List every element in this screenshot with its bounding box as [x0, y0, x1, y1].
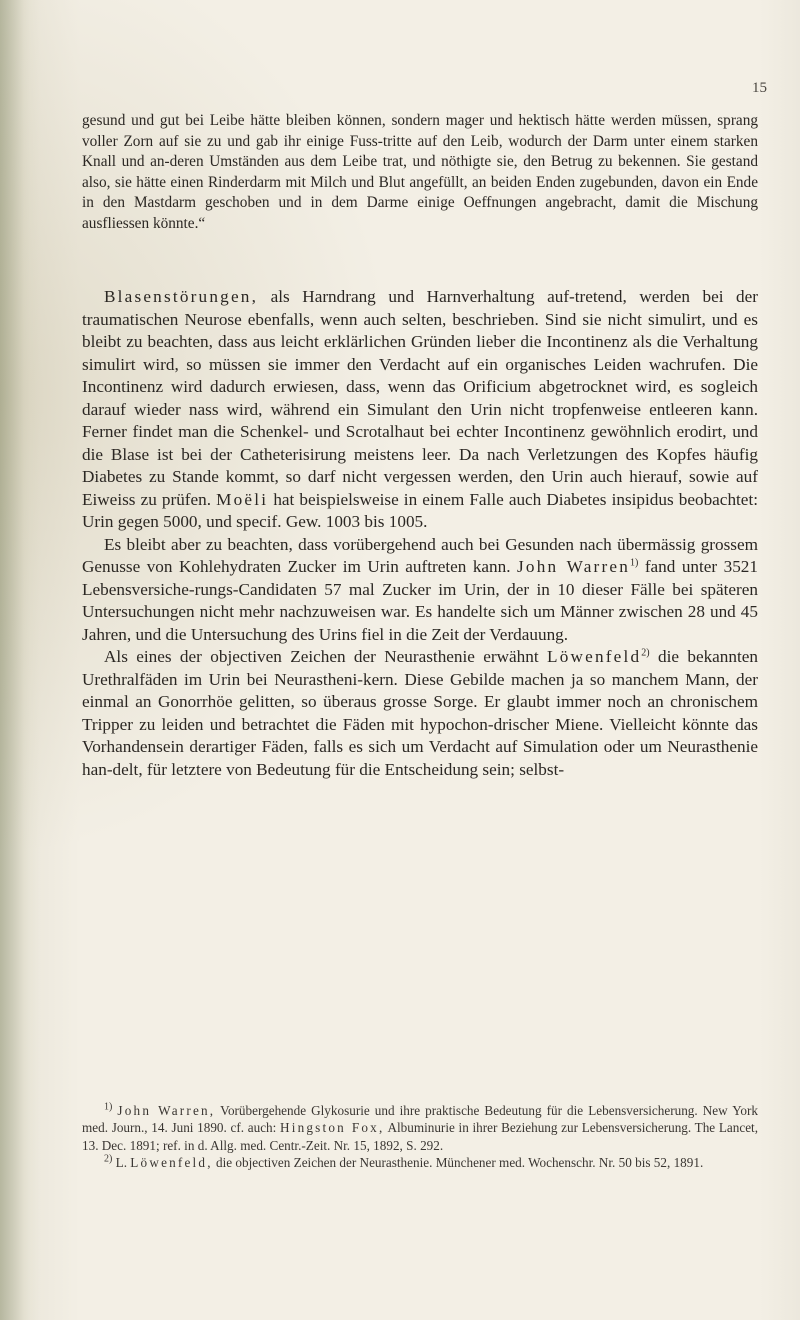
footnote-ref: 1)	[630, 557, 639, 569]
footnote-text: Vorübergehende Glykosurie und ihre praktische Bedeutung für die Lebensversicherung. New York med. Journ., 14. Juni 1890. cf. auch:	[82, 1103, 758, 1136]
footnote-text: die objectiven Zeichen der Neurasthenie. Münchener med. Wochenschr. Nr. 50 bis 52, 1891.	[212, 1155, 704, 1171]
paragraph-text: als Harndrang und Harnverhaltung auf-tretend, werden bei der traumatischen Neurose ebenfalls, wenn auch selten, beschrieben. Sind sie nicht simulirt, und es bleibt zu beachten, dass aus leicht erklärlichen Gründen lieber die Incontinenz als die Verhaltung simulirt wird, so müssen sie immer den Verdacht auf ein organisches Leiden wachrufen. Die Incontinenz wird dadurch erwiesen, dass, wenn das Orificium abgetrocknet wird, es sogleich darauf wieder nass wird, während ein Simulant den Urin nicht tropfenweise entleeren kann. Ferner findet man die Schenkel- und Scrotalhaut bei echter Incontinenz gewöhnlich erodirt, und die Blase ist bei der Catheterisirung meistens leer. Da nach Verletzungen des Kopfes häufig Diabetes zu Stande kommt, so darf nicht vergessen werden, den Urin auch hierauf, sowie auf Eiweiss zu prüfen.	[82, 287, 758, 509]
lead-term: Blasenstörungen,	[104, 287, 259, 306]
footnote-2	[82, 1154, 758, 1171]
first-paragraph-text: gesund und gut bei Leibe hätte bleiben können, sondern mager und hektisch hätte werden müssen, sprang voller Zorn auf sie zu und gab ihr einige Fuss-tritte auf den Leib, wodurch der Darm unter einem starken Knall und an-deren Umständen aus dem Leibe trat, und nöthigte sie, den Betrug zu bekennen. Sie gestand also, sie hätte einen Rinderdarm mit Milch und Blut angefüllt, an beiden Enden zugebunden, davon ein Ende in den Mastdarm geschoben und in dem Darme einige Oeffnungen angebracht, damit die Mischung ausfliessen könnte.“	[82, 112, 758, 232]
author-name: John Warren	[517, 557, 630, 576]
footnote-ref: 2)	[641, 647, 650, 659]
footnote-text: L.	[112, 1155, 131, 1171]
page-number: 15	[752, 80, 767, 96]
paragraph-bladder-disorders	[82, 286, 758, 534]
paragraph-text: fand unter 3521 Lebensversiche-rungs-Candidaten 57 mal Zucker im Urin, der in 10 dieser Fälle bei späteren Untersuchungen nicht mehr nachzuweisen war. Es handelte sich um Männer zwischen 28 und 45 Jahren, und die Untersuchung des Urins fiel in die Zeit der Verdauung.	[82, 557, 758, 644]
paragraph-neurasthenia	[82, 646, 758, 781]
footnote-text: Albuminurie in ihrer Beziehung zur Lebensversicherung. The Lancet, 13. Dec. 1891; ref. in d. Allg. med. Centr.-Zeit. Nr. 15, 1892, S. 292.	[82, 1120, 759, 1153]
spine-shadow	[0, 0, 40, 1320]
author-name: Löwenfeld	[547, 647, 642, 666]
footnote-mark: 1)	[104, 1101, 113, 1113]
paragraph-text: Es bleibt aber zu beachten, dass vorübergehend auch bei Gesunden nach übermässig grossem Genusse von Kohlehydraten Zucker im Urin auftreten kann.	[82, 534, 758, 576]
author-name: Moëli	[216, 489, 269, 509]
footnote-author: Löwenfeld,	[130, 1155, 213, 1171]
paragraph-glycosuria	[82, 534, 758, 647]
footnotes	[82, 1102, 758, 1172]
paragraph-text: Als eines der objectiven Zeichen der Neurasthenie erwähnt	[104, 647, 548, 666]
paragraph-text: die bekannten Urethralfäden im Urin bei Neurastheni-kern. Diese Gebilde machen ja so manchem Mann, der einmal an Gonorrhöe gelitten, so überaus grosse Sorge. Er glaubt immer noch an chronischem Tripper zu leiden und betrachtet die Fäden mit hypochon-drischer Miene. Vielleicht könnte das Vorhandensein derartiger Fäden, falls es sich um Verdacht auf Simulation oder um Neurasthenie han-delt, für letztere von Bedeutung für die Entscheidung sein; selbst-	[82, 647, 758, 779]
footnote-1	[82, 1102, 758, 1154]
paragraph-text: hat beispielsweise in einem Falle auch Diabetes insipidus beobachtet: Urin gegen 5000, und specif. Gew. 1003 bis 1005.	[82, 489, 758, 531]
footnote-author: John Warren,	[117, 1103, 216, 1118]
main-text	[82, 286, 758, 781]
footnote-mark: 2)	[104, 1153, 113, 1165]
first-paragraph	[82, 111, 758, 235]
footnote-author: Hingston Fox,	[280, 1120, 385, 1136]
